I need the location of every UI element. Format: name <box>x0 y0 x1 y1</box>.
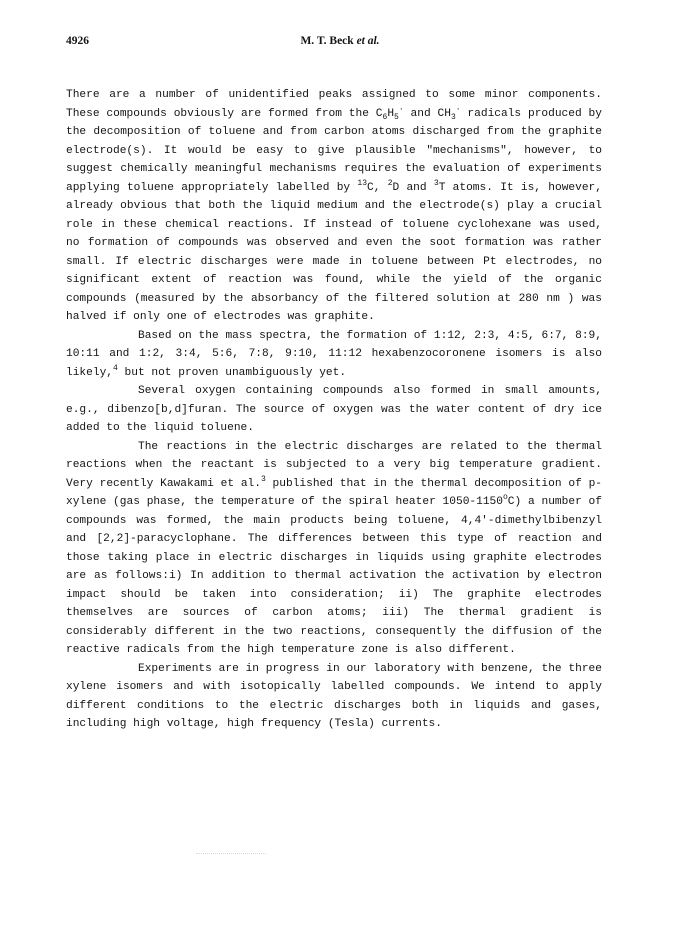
text-run: but not proven unambiguously yet. <box>117 366 347 379</box>
running-head-etal: et al. <box>356 35 380 47</box>
subscript: 3 <box>450 112 456 122</box>
text-run: D and <box>392 181 434 194</box>
scan-smudge <box>196 853 266 855</box>
page-number: 4926 <box>66 35 89 47</box>
paragraph-1 <box>66 86 602 327</box>
radical-dot: · <box>455 104 461 114</box>
text-run: C, <box>367 181 388 194</box>
running-head-authors: M. T. Beck <box>300 35 354 47</box>
superscript: 2 <box>387 178 393 188</box>
paragraph-3: Several oxygen containing compounds also formed in small amounts, e.g., dibenzo[b,d]furan. The source of oxygen was the water content of dry ice added to the liquid toluene. <box>66 385 602 434</box>
text-run: The reactions in the electric discharges are related to the thermal reactions when the reactant is subjected to a very big temperature gradient. Very recently Kawakami et al. <box>66 440 602 490</box>
text-run: Based on the mass spectra, the formation of 1:12, 2:3, 4:5, 6:7, 8:9, 10:11 and 1:2, 3:4, 5:6, 7:8, 9:10, 11:12 hexabenzocoronene isomers is also likely, <box>66 329 602 379</box>
degree-marker: o <box>502 493 508 502</box>
running-head <box>0 35 680 47</box>
paragraph-5: Experiments are in progress in our laboratory with benzene, the three xylene isomers and with isotopically labelled compounds. We intend to apply different conditions to the electric discharges both in liquids and gases, including high voltage, high frequency (Tesla) currents. <box>66 662 602 730</box>
text-run: published that in the thermal decomposition of p-xylene (gas phase, the temperature of the spiral heater 1050-1150 <box>66 477 602 508</box>
superscript: 13 <box>357 178 367 188</box>
reference-marker: 4 <box>113 363 118 373</box>
paragraph-4 <box>66 438 602 660</box>
text-run: H <box>387 107 395 120</box>
subscript: 6 <box>382 112 388 122</box>
reference-marker: 3 <box>260 474 266 484</box>
paragraph-2 <box>66 327 602 383</box>
text-run: T atoms. It is, however, already obvious that both the liquid medium and the electrode(s) play a crucial role in these chemical reactions. If instead of toluene cyclohexane was used, no formation of compounds was observed and even the soot formation was rather small. If electric discharges were made in toluene between Pt electrodes, no significant extent of reaction was found, while the yield of the organic compounds (measured by the absorbancy of the filtered solution at 280 nm ) was halved if only one of electrodes was graphite. <box>66 181 602 323</box>
text-run: There are a number of unidentified peaks assigned to some minor components. These compounds obviously are formed from the C <box>66 89 602 120</box>
article-body <box>66 86 602 734</box>
text-run: and CH <box>403 107 451 120</box>
text-run: C) a number of compounds was formed, the main products being toluene, 4,4'-dimethylbibenzyl and [2,2]-paracyclophane. The differences between this type of reaction and those taking place in electric discharges in liquids using graphite electrodes are as follows:i) In addition to thermal activation the activation by electron impact should be taken into consideration; ii) The graphite electrodes themselves are sources of carbon atoms; iii) The thermal gradient is considerably different in the two reactions, consequently the diffusion of the reactive radicals from the high temperature zone is also different. <box>66 496 602 656</box>
text-run: radicals produced by the decomposition of toluene and from carbon atoms discharged from the graphite electrode(s). It would be easy to give plausible "mechanisms", however, to suggest chemically meaningful mechanisms requires the evaluation of experiments applying toluene appropriately labelled by <box>66 107 602 194</box>
radical-dot: · <box>398 104 404 114</box>
subscript: 5 <box>394 112 399 122</box>
superscript: 3 <box>433 178 439 188</box>
